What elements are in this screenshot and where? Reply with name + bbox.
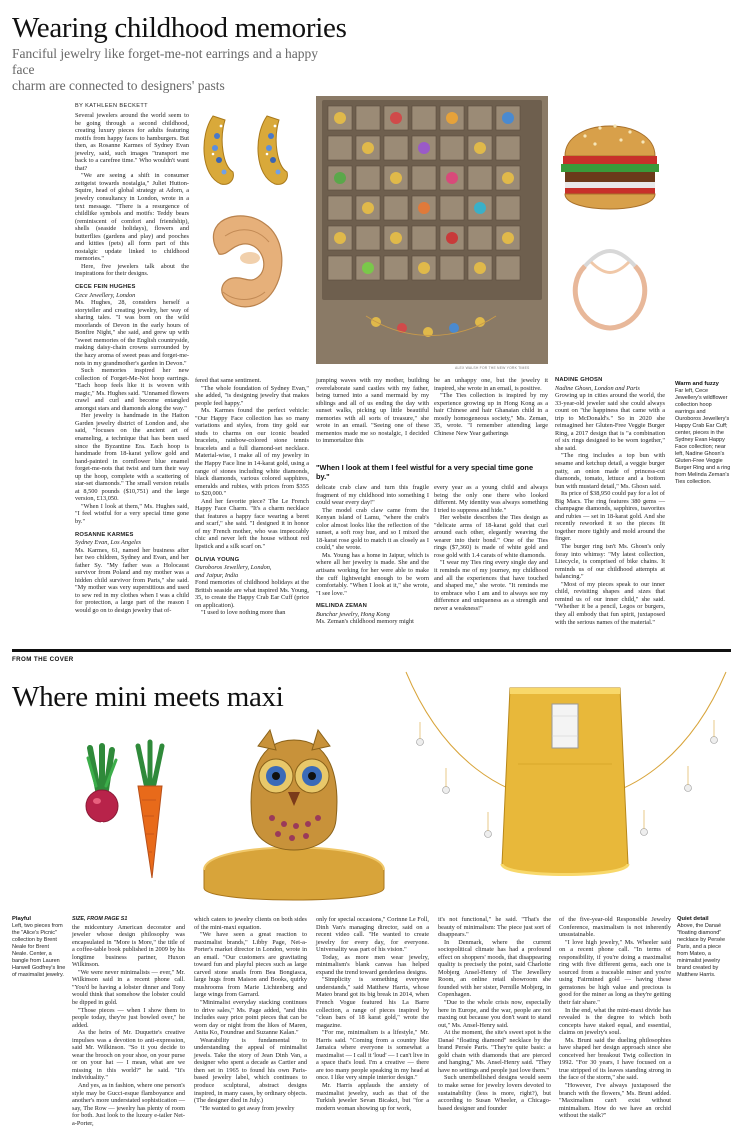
paragraph: And her favorite piece? The Le French Happy Face Charm. "It's a charm necklace that features a happy face wearing a beret and scarf," she said. "I designed it in honor of my French mother, who was impeccably chic and never left the house without red lipstick and a silk scarf on." <box>195 497 309 551</box>
pull-quote: "When I look at them I feel wistful for a very special time gone by." <box>316 463 534 481</box>
top-column-3-upper <box>316 377 429 445</box>
paragraph: The burger ring isn't Ms. Ghosn's only foray into whimsy: "My latest collection, Litecycle, is comprised of bike chains. It reminds us of our childhood attempts at balancing." <box>555 543 665 581</box>
paragraph: "However, I've always juxtaposed the branch with the flowers," Ms. Bruni added. "Maximalism can't exist without minimalism. How do we have an orchid without the stalk?" <box>559 1082 671 1120</box>
paragraph: "The whole foundation of Sydney Evan," she added, "is designing jewelry that makes people feel happy." <box>195 384 309 407</box>
paragraph: "Most of my pieces speak to our inner child, revisiting shapes and sizes that remind us of our inner child," she said. "Whether it be a pencil, Legos or burgers, they all embody that fun spirit, juxtaposed with the serious names of the material." <box>555 580 665 626</box>
paragraph: Ms. Karmes found the perfect vehicle: "Our Happy Face collection has so many variations and styles, from tiny gold ear studs to charms on our iconic beaded bracelets, rainbow-colored stone tennis bracelets and a full diamond-set necklace. Material-wise, I make all of my jewelry in the Happy Face line in 14-karat gold, using a range of stones including white diamonds, black diamonds, various colored sapphires, emeralds and rubies, with prices from $355 to $20,000." <box>195 407 309 498</box>
paragraph: "The ring includes a top bun with sesame and ketchup detail, a veggie burger patty, an onion made of princess-cut diamonds, tomato, lettuce and a bottom bun with mustard detail," Ms. Ghosn said. <box>555 452 665 490</box>
paragraph: every year as a young child and always being the only one there who looked different. My identity was always something I tried to suppress and hide." <box>434 484 548 514</box>
hoop-earring-right <box>258 116 287 184</box>
photo-owl-bangle <box>196 720 392 906</box>
top-headline: Wearing childhood memories <box>12 12 347 44</box>
top-deck <box>12 46 342 94</box>
subhead-firm: Ouroboros Jewellery, London, <box>195 564 272 572</box>
carrot-brooch <box>138 742 162 878</box>
bottom-headline: Where mini meets maxi <box>12 681 284 713</box>
caption-text: Above, the Danaé "floating diamond" necklace by Persée Paris, and a piece from Mateo, a minimalist jewelry brand created by Matthew Harris. <box>677 923 725 978</box>
top-photo-caption <box>675 381 733 486</box>
paragraph: be an unhappy one, but the jewelry it inspired, she wrote in an email, is positive. <box>434 377 548 392</box>
hoop-earring-left <box>204 116 233 184</box>
paragraph: "When I look at them," Ms. Hughes said, "I feel wistful for a very special time gone by." <box>75 502 189 525</box>
photo-credit: ALEX WALSH FOR THE NEW YORK TIMES <box>455 366 530 370</box>
hoop-earrings-and-crab-cuff-illustration <box>195 96 310 364</box>
caption-title: Warm and fuzzy <box>675 381 719 387</box>
top-column-4-upper <box>434 377 548 439</box>
subhead-name: CECE FEIN HUGHES <box>75 284 136 291</box>
paragraph: "We are seeing a shift in consumer zeitgeist towards nostalgia," Juliet Hutton-Squire, head of global strategy at Adorn, a jewelry consultancy in London, wrote in a text message. "There is a resurgence of childlike symbols and motifs: Teddy bears (reminiscent of comfort and friendship), shells (seaside holidays), flowers and butterflies (gardens and play) and pooches and kitties (pets) all form part of this nostalgic update linked to childhood memories." <box>75 172 189 263</box>
caption-text: Left, two pieces from the "Alice's Picnic" collection by Brent Neale for Brent Neale. Center, a bangle from Lauren Harwell Godfrey's line of maximalist jewelry. <box>12 923 66 978</box>
paragraph: it's not functional," he said. "That's the beauty of minimalism: The piece just sort of disappears." <box>438 916 551 939</box>
paragraph: Growing up in cities around the world, the 33-year-old jeweler said she could always count on "the happiness that came with a trip to McDonald's." So in 2020 she reimagined her Gluten-Free Veggie Burger Ring, a 2017 design that is "a combination of six rings designed to be worn together," she said. <box>555 392 665 452</box>
paragraph: Today, as more men wear jewelry, minimalism's blank canvas has helped expand the trend toward genderless designs. <box>316 953 429 976</box>
paragraph: Here, five jewelers talk about the inspirations for their designs. <box>75 262 189 278</box>
paragraph: Her website describes the Ties design as "delicate arms of 18-karat gold that curl around each other, elegantly weaving the wearer into their bond." One of the Ties rings ($7,360) is made of white gold and rose gold with 1.4 carats of white diamonds. <box>434 514 548 559</box>
photo-burger-and-ties-rings <box>555 96 665 364</box>
paragraph: In the end, what the mini-maxi divide has revealed is the degree to which both concepts have staked equal, and essential, claims on jewelry's soul. <box>559 1006 671 1037</box>
paragraph: Ms. Zeman's childhood memory might <box>316 618 414 626</box>
paragraph: Such memories inspired her new collection of Forget-Me-Not hoop earrings. "Each hoop feels like it is woven with magic," Ms. Hughes said. "Unnamed flowers crawl and curl and become entangled amongst stars and diamonds along the way." <box>75 367 189 412</box>
paragraph: "Simplicity is something everyone understands," said Matthew Harris, whose Mateo brand got its big break in 2014, when French Vogue featured his La Barre collection, a range of pieces inspired by "clean bars of 18 karat gold," wrote the magazine. <box>316 976 429 1029</box>
paragraph: Its price of $38,950 could pay for a lot of Big Macs. The ring features 380 gems — champagne diamonds, sapphires, tsavorites and rubies — set in 18-karat gold. And she recently reworked it so the pieces fit together more tightly and mold around the finger. <box>555 490 665 543</box>
paragraph: of the five-year-old Responsible Jewelry Conference, maximalism is not inherently unsustainable. <box>559 916 671 939</box>
paragraph: Her jewelry is handmade in the Hatton Garden jewelry district of London and, she said, "focuses on the ancient art of enameling, a technique that has been used since the Byzantine Era. Each hoop is handmade from 18-karat yellow gold and hand-painted in cornflower blue enamel forget-me-nots that twist and turn their way up the hoop, complete with a scattering of star-set diamonds." The small version retails at 8,500 pounds ($10,751) and the large version, £13,050. <box>75 412 189 503</box>
burger-ring-illustration <box>555 96 665 364</box>
top-column-3-lower <box>316 484 429 626</box>
owl-bangle-illustration <box>196 720 392 906</box>
veggie-burger-ring <box>561 124 659 209</box>
section-divider <box>12 649 731 652</box>
paragraph: which caters to jewelry clients on both sides of the mini-maxi equation. <box>194 916 307 931</box>
bottom-left-caption <box>12 916 66 979</box>
paragraph: Ms. Young has a home in Jaipur, which is where all her jewelry is made. She and the artisans working for her were able to make the cuff lightweight enough to be worn comfortably. "When I look at it," she wrote, "I see love." <box>316 551 429 597</box>
bottom-column-3 <box>316 916 429 1126</box>
paragraph: The model crab claw came from the Kenyan island of Lamu, "where the crab's color almost looks like the reflection of the sunset, a soft rosy hue, and so I mixed the 18-karat rose gold to match it as closely as I could," she wrote. <box>316 506 429 552</box>
paragraph: "Due to the whole crisis now, especially here in Europe, and the war, people are not maxing out because you don't want to stand out," Ms. Ansel-Henry said. <box>438 999 551 1029</box>
ties-ring <box>575 251 644 328</box>
paragraph: Wearability is fundamental to understanding the appeal of minimalist jewels. Take the story of Jean Dinh Van, a designer who spent a decade as Cartier and then set in 1965 to found his own Paris-based jewelry label, which continues to produce sculptural, abstract designs inspired, in many cases, by ordinary objects. (The designer died in July.) <box>194 1036 307 1105</box>
caption-text: Far left, Cece Jewellery's wildflower collection hoop earrings and Ouroboros Jewellery's Happy Crab Ear Cuff; center, pieces in the Sydney Evan Happy Face collection; near left, Nadine Ghosn's Gluten-Free Veggie Burger Ring and a ring from Melinda Zeman's Ties collection. <box>675 388 731 485</box>
paragraph: Ms. Bruni said the dueling philosophies have shaped her design approach since she conceived her breakout Twig collection in 1992. "For 30 years, I have focused on a true stripped of its leaves standing strong in the face of the storm," she said. <box>559 1036 671 1082</box>
necklace-and-ring-illustration <box>398 664 733 910</box>
top-byline: BY KATHLEEN BECKETT <box>75 103 148 109</box>
paragraph: In Denmark, where the current sociopolitical climate has had a profound effect on shoppers' moods, that disappearing quality is precisely the point, said Charlotte Mobjerg Ansel-Henry of The Jewellery Room, an online retail showroom she founded with her sister, Pernille Mobjerg, in Copenhagen. <box>438 938 551 999</box>
subhead-firm: Sydney Evan, Los Angeles <box>75 539 141 547</box>
paragraph: "We were never minimalists — ever," Mr. Wilkinson said in a recent phone call. "You'd be having a lobster dinner and Tony would think that somehow the lobster could be dipped in gold. <box>72 968 185 1007</box>
paragraph: "I used to love nothing more than <box>201 609 286 617</box>
photo-hoops-and-crab-cuff <box>195 96 310 364</box>
top-deck-line1: Fanciful jewelry like forget-me-not earrings and a happy face <box>12 46 319 77</box>
paragraph: "We have seen a great reaction to maximalist brands," Libby Page, Net-a-Porter's market director in London, wrote in an email. "Our customers are gravitating toward fun and playful pieces such as large carved stone snails from Bea Bongiasca, large hugs from Maison and Books, quirky mushrooms from Marie Lichtenberg and large wings from Garrard. <box>194 931 307 999</box>
happy-face-tray-illustration <box>316 96 548 364</box>
wide-gold-ring <box>502 688 628 875</box>
paragraph: only for special occasions," Corinne Le Foll, Dinh Van's managing director, said on a recent video call. "He wanted to create jewelry for every day, for everyone. Universality was part of his vision." <box>316 916 429 954</box>
subhead-firm: Cece Jewellery, London <box>75 291 136 299</box>
paragraph: "Minimalist everyday stacking continues to drive sales," Ms. Page added, "and this includes easy price point pieces that can be worn day or night from the likes of Maren, Anita Ko, Foundrae and Suzanne Kalan." <box>194 999 307 1037</box>
crab-ear-cuff <box>213 216 281 307</box>
subhead-name: MELINDA ZEMAN <box>316 603 368 610</box>
paragraph: And yes, as in fashion, where one person's style may be Gucci-esque flamboyance and another's more understated sophistication — say, The Row — jewelry has plenty of room for both. Just look to the luxury e-tailer Net-a-Porter, <box>72 1082 185 1127</box>
paragraph: Ms. Karmes, 61, named her business after her two children, Sydney and Evan, and her father Sy. "My father was a Holocaust survivor from Poland and my mother was a hidden child survivor from Paris," she said. "My mother was very superstitious and used to sew red in my clothes when I was a child for protection, a large part of the reason I would go on to design jewelry that of- <box>75 546 189 614</box>
paragraph: "He wanted to get away from jewelry <box>200 1104 295 1112</box>
paragraph: At the moment, the site's sweet spot is the Danaé "floating diamond" necklace by the brand Persée Paris. "They're quite basic: a gold chain with diamonds that are pierced and hanging," Ms. Ansel-Henry said. "They have no settings and people just love them." <box>438 1029 551 1074</box>
caption-title: Playful <box>12 916 32 922</box>
top-column-2 <box>195 377 309 617</box>
subhead-firm: Bunchar jewelry, Hong Kong <box>316 610 390 618</box>
top-column-4-lower <box>434 484 548 618</box>
photo-happy-face-collection <box>316 96 548 364</box>
subhead-firm: and Jaipur, India <box>195 571 239 579</box>
jump-label: SIZE, FROM PAGE S1 <box>72 916 128 922</box>
paragraph: Mr. Harris applauds the anxiety of maximalist jewelry, such as that of the Turkish jeweler Sevan Bicakci, but "for a modern woman showing up for work, <box>316 1082 429 1112</box>
paragraph: "I wear my Ties ring every single day and it reminds me of my journey, my childhood and all the experiences that have touched and shaped me," she wrote. "It reminds me to embrace who I am and to always see my difference and uniqueness as a strength and never a weakness!" <box>434 559 548 612</box>
bottom-column-5 <box>559 916 671 1126</box>
bottom-column-1 <box>72 916 185 1126</box>
photo-alices-picnic-brooches <box>72 738 182 898</box>
bottom-column-2 <box>194 916 307 1126</box>
subhead-name: ROSANNE KARMES <box>75 531 134 538</box>
radish-and-carrot-illustration <box>72 738 182 898</box>
photo-floating-diamond-necklace-and-ring <box>398 664 733 910</box>
section-label: FROM THE COVER <box>12 656 74 663</box>
paragraph: "The Ties collection is inspired by my experience growing up in Hong Kong as a hair Chinese and hair Ghanaian child in a mostly homogeneous society," Ms. Zeman, 35, wrote. "I remember attending large Chinese New Year gatherings <box>434 392 548 437</box>
paragraph: fered that same sentiment. <box>195 377 262 384</box>
subhead-name: OLIVIA YOUNG <box>195 556 240 563</box>
caption-title: Quiet detail <box>677 916 709 922</box>
paragraph: "For me, minimalism is a lifestyle," Mr. Harris said. "Coming from a country like Jamaica where everyone is somewhat a maximalist — I call it 'loud' — I can't live in a space that's loud. I'm a creative — there are too many people speaking in my head at once. I like very simple interior design." <box>316 1029 429 1082</box>
paragraph: delicate crab claw and turn this fragile fragment of my childhood into something I could wear every day!" <box>316 484 429 507</box>
paragraph: "I love high jewelry," Ms. Wheeler said on a recent phone call. "In terms of responsibility, if you're doing a maximalist ring with five different gems, each one is sourced from a traceable miner and you're using Fairmined gold — having these gemstones be high value and precious is good for the miner as long as they're getting their fair share." <box>559 938 671 1007</box>
paragraph: As the heirs of Mr. Duquette's creative impulses was a devotion to anti-expression, said Mr. Wilkinson. "So it you decide to wear the brooch on your shoe, on your purse or on your hat — I mean, what are we missing in this world?" he said. "It's individuality." <box>72 1029 185 1082</box>
paragraph: Several jewelers around the world seem to be going through a second childhood, creating luxury pieces for adults featuring motifs from happy faces to hamburgers. But then, as Rosanne Karmes of Sydney Evan jewelry, said, such images "transport me back to a carefree time." Who wouldn't want that? <box>75 112 189 172</box>
paragraph: Ms. Hughes, 28, considers herself a storyteller and creating jewelry, her way of sharing tales. "I was born on the wild moorlands of Devon in the early hours of Bonfire Night," she said, and grew up with "sweet memories of the English countryside, making daisy-chain crowns surrounded by the hazy aroma of sweet peas and forget-me-nots in my grandmother's garden in Devon." <box>75 299 189 367</box>
bottom-column-4 <box>438 916 551 1126</box>
top-column-5 <box>555 377 665 626</box>
paragraph: "Those pieces — when I show them to people today, they're just bowled over," he added. <box>72 1006 185 1029</box>
paragraph: the midcentury American decorator and jeweler whose design philosophy was encapsulated in "More is More," the title of a coffee-table book published in 2009 by his longtime business partner, Huxon Wilkinson. <box>72 923 185 969</box>
radish-brooch <box>86 746 118 836</box>
bottom-right-caption <box>677 916 733 979</box>
top-column-1 <box>75 112 189 617</box>
paragraph: jumping waves with my mother, building overelaborate sand castles with my father, being turned into a sand mermaid by my siblings and all of us ending the day with sunset walks, picking up little beautiful memories with all sorts of treasure," she wrote in an email. "Seeing one of these mementos made me so nostalgic, I decided to immortalize this <box>316 377 429 445</box>
paragraph: Fond memories of childhood holidays at the British seaside are what inspired Ms. Young, 35, to create the Happy Crab Ear Cuff (price on application). <box>195 579 309 609</box>
subhead-firm: Nadine Ghosn, London and Paris <box>555 384 640 392</box>
top-deck-line2: charm are connected to designers' pasts <box>12 78 225 93</box>
subhead-name: NADINE GHOSN <box>555 377 603 383</box>
paragraph: Such unembellished designs would seem to make sense for jewelry lovers devoted to sustainability (less is more, right?), but according to Susan Wheeler, a Chicago-based designer and founder <box>438 1074 551 1112</box>
